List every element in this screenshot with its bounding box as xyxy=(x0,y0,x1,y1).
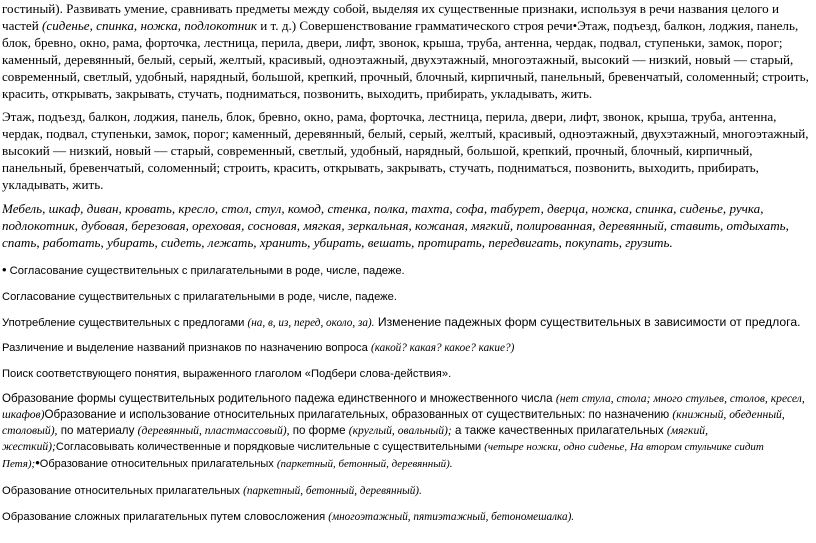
text: Образование относительных прилагательных xyxy=(2,485,244,497)
italic-examples: (нет стула, стола; много стульев, столов, кресел, шкафов) xyxy=(2,392,805,421)
text: Образование формы существительных родительного падежа единственного и множественного числа xyxy=(2,392,556,405)
italic-examples: (паркетный, бетонный, деревянный). xyxy=(243,485,422,497)
text: и т. д.) Совершенствование грамматического строя речи xyxy=(257,18,573,33)
line-attributes xyxy=(2,341,814,355)
paragraph-genitive xyxy=(2,391,814,472)
line-verbs: Поиск соответствующего понятия, выраженного глаголом «Подбери слова-действия». xyxy=(2,368,452,380)
italic-examples: (мягкий, жесткий); xyxy=(2,424,708,453)
text: Согласовывать количественные и порядковые числительные с существительными xyxy=(55,441,485,453)
text: Употребление существительных с предлогами xyxy=(2,317,248,329)
italic-examples: (круглый, овальный); xyxy=(348,424,452,437)
line-compound-adjectives xyxy=(2,510,814,524)
italic-examples: (сиденье, спинка, ножка, подлокотник xyxy=(42,18,257,33)
text: Согласование существительных с прилагательными в роде, числе, падеже. xyxy=(6,265,405,277)
paragraph-house-vocabulary: Этаж, подъезд, балкон, лоджия, панель, блок, бревно, окно, рама, форточка, лестница, перила, двери, лифт, звонок, крыша, труба, антенна, чердак, подвал, ступеньки, замок, порог; каменный, деревянный, белый, серый, желтый, красивый, одноэтажный, двухэтажный, многоэтажный, высокий — низкий, новый — старый, современный, светлый, удобный, нарядный, большой, крепкий, прочный, блочный, кирпичный, панельный, бревенчатый, соломенный; строить, красить, открывать, закрывать, стучать, подниматься, позвонить, выходить, прибирать, укладывать, жить. xyxy=(2,109,809,192)
text: по форме xyxy=(289,424,349,437)
line-agreement: Согласование существительных с прилагательными в роде, числе, падеже. xyxy=(2,291,397,303)
text: Этаж, подъезд, балкон, лоджия, панель, блок, бревно, окно, рама, форточка, лестница, перила, двери, лифт, звонок, крыша, труба, антенна, чердак, подвал, ступеньки, замок, порог; каменный, деревянный, белый, серый, желтый, красивый, одноэтажный, двухэтажный, многоэтажный, высокий — низкий, новый — старый, современный, светлый, удобный, нарядный, большой, крепкий, прочный, блочный, кирпичный, панельный, бревенчатый, соломенный; строить, красить, открывать, закрывать, стучать, подниматься, позвонить, выходить, прибирать, укладывать, жить. xyxy=(2,18,809,101)
text: Образование и использование относительных прилагательных, образованных от существительных: по назначению xyxy=(44,408,673,421)
italic-examples: (на, в, из, перед, около, за). xyxy=(247,317,375,329)
italic-examples: (деревянный, пластмассовый), xyxy=(137,424,290,437)
text: Образование относительных прилагательных xyxy=(39,458,277,470)
text: а также качественных прилагательных xyxy=(451,424,667,437)
italic-examples: (паркетный, бетонный, деревянный). xyxy=(276,458,453,470)
bullet-icon: • xyxy=(572,18,578,33)
bullet-icon: • xyxy=(2,262,7,277)
text: Образование сложных прилагательных путем словосложения xyxy=(2,511,329,523)
italic-examples: (книжный, обеденный, столовый), xyxy=(2,408,785,437)
italic-examples: (многоэтажный, пятиэтажный, бетономешалка). xyxy=(328,511,575,523)
line-relative-adjectives xyxy=(2,484,814,498)
line-prepositions xyxy=(2,314,814,331)
text: по материалу xyxy=(57,424,138,437)
bullet-item-agreement xyxy=(2,263,814,278)
text: гостиный). Развивать умение, сравнивать предметы между собой, выделяя их существенные признаки, используя в речи названия целого и частей xyxy=(2,1,779,33)
italic-examples: (четыре ножки, одно сиденье, На втором стульчике сидит Петя); xyxy=(2,441,764,470)
text: Изменение падежных форм существительных в зависимости от предлога. xyxy=(374,315,801,329)
italic-examples: (какой? какая? какое? какие?) xyxy=(370,342,515,354)
paragraph-furniture-vocabulary: Мебель, шкаф, диван, кровать, кресло, стол, стул, комод, стенка, полка, тахта, софа, табурет, дверца, ножка, спинка, сиденье, ручка, подлокотник, дубовая, березовая, ореховая, сосновая, мягкая, зеркальная, кожаная, мягкий, полированная, деревянный, ставить, отдыхать, спать, работать, убирать, сидеть, лежать, хранить, убирать, вешать, протирать, передвигать, покупать, грузить. xyxy=(2,201,789,250)
paragraph-development-goals xyxy=(2,0,814,102)
text: Различение и выделение названий признаков по назначению вопроса xyxy=(2,342,371,354)
bullet-icon: • xyxy=(35,455,40,470)
